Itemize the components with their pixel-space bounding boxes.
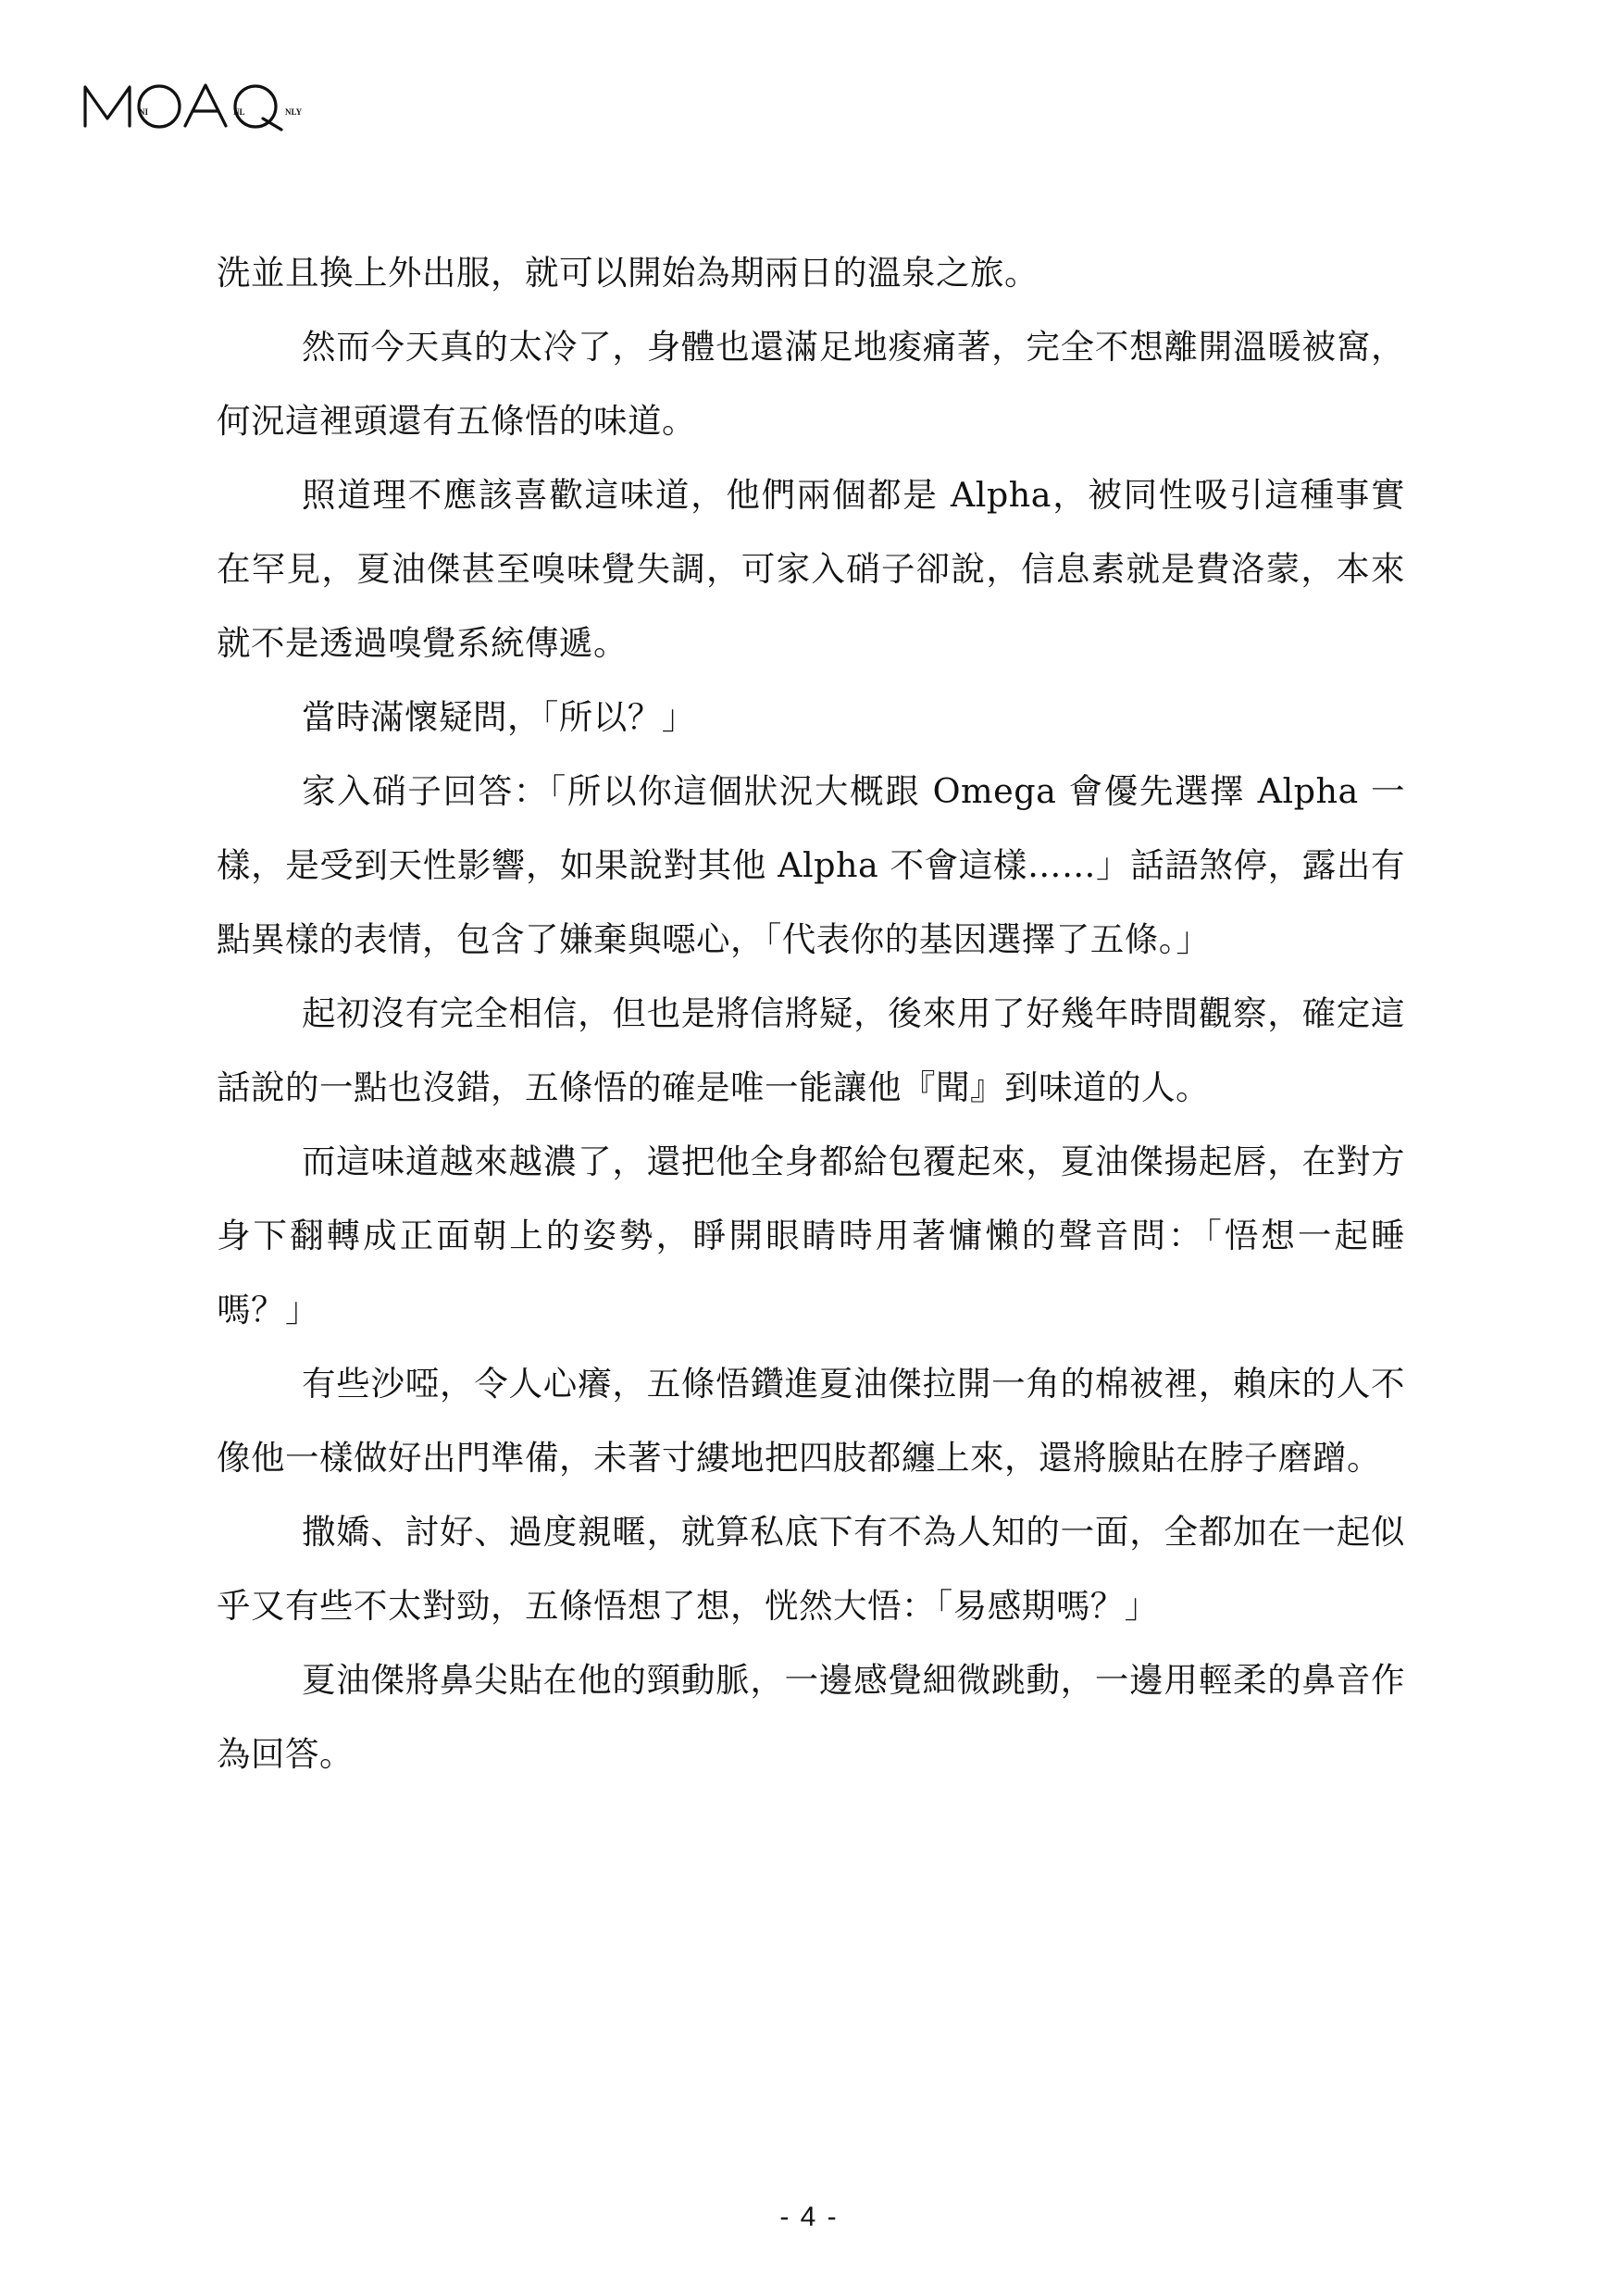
svg-text:NL: NL	[233, 107, 245, 117]
paragraph: 起初沒有完全相信，但也是將信將疑，後來用了好幾年時間觀察，確定這話說的一點也沒錯，五條悟的確是唯一能讓他『聞』到味道的人。	[217, 993, 1405, 1107]
paragraph: 有些沙啞，令人心癢，五條悟鑽進夏油傑拉開一角的棉被裡，賴床的人不像他一樣做好出門準備，未著寸縷地把四肢都纏上來，還將臉貼在脖子磨蹭。	[217, 1364, 1405, 1478]
paragraph: 照道理不應該喜歡這味道，他們兩個都是 Alpha，被同性吸引這種事實在罕見，夏油傑甚至嗅味覺失調，可家入硝子卻說，信息素就是費洛蒙，本來就不是透過嗅覺系統傳遞。	[217, 475, 1405, 663]
paragraph: 撒嬌、討好、過度親暱，就算私底下有不為人知的一面，全都加在一起似乎又有些不太對勁，五條悟想了想，恍然大悟：「易感期嗎？」	[217, 1512, 1405, 1626]
svg-text:NI: NI	[139, 107, 149, 117]
page-number: - 4 -	[779, 2202, 839, 2232]
moaq-logo-icon	[81, 78, 304, 133]
paragraph: 家入硝子回答：「所以你這個狀況大概跟 Omega 會優先選擇 Alpha 一樣，是受到天性影響，如果說對其他 Alpha 不會這樣……」話語煞停，露出有點異樣的表情，包含了嫌棄與噁心，「代表你的基因選擇了五條。」	[217, 771, 1405, 959]
svg-text:NLY: NLY	[285, 107, 303, 117]
document-body	[217, 236, 1405, 1791]
header-logo	[81, 78, 304, 133]
paragraph: 而這味道越來越濃了，還把他全身都給包覆起來，夏油傑揚起唇，在對方身下翻轉成正面朝上的姿勢，睜開眼睛時用著慵懶的聲音問：「悟想一起睡嗎？」	[217, 1142, 1405, 1329]
paragraph: 夏油傑將鼻尖貼在他的頸動脈，一邊感覺細微跳動，一邊用輕柔的鼻音作為回答。	[217, 1660, 1405, 1774]
paragraph: 然而今天真的太冷了，身體也還滿足地痠痛著，完全不想離開溫暖被窩，何況這裡頭還有五條悟的味道。	[217, 327, 1405, 441]
paragraph: 洗並且換上外出服，就可以開始為期兩日的溫泉之旅。	[217, 253, 1039, 293]
paragraph: 當時滿懷疑問，「所以？」	[302, 697, 696, 737]
